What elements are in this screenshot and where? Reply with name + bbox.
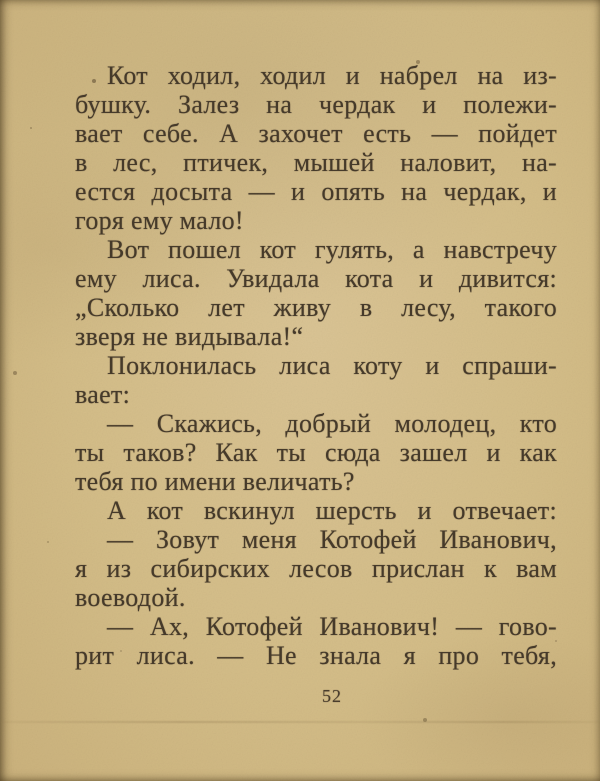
text-line: воеводой. (75, 583, 186, 612)
text-line: бушку. Залез на чердак и полежи- (75, 90, 557, 119)
text-line: — Зовут меня Котофей Иванович, (107, 525, 557, 554)
text-line: Вот пошел кот гулять, а навстречу (107, 235, 557, 264)
text-line: горя ему мало! (75, 206, 244, 235)
text-line: „Сколько лет живу в лесу, такого (75, 293, 557, 322)
text-block (75, 61, 557, 670)
text-line: вает: (75, 380, 131, 409)
text-line: А кот вскинул шерсть и отвечает: (107, 496, 557, 525)
text-line: рит лиса. — Не знала я про тебя, (75, 641, 557, 670)
text-line: — Скажись, добрый молодец, кто (107, 409, 557, 438)
text-line: естся досыта — и опять на чердак, и (75, 177, 557, 206)
text-line: тебя по имени величать? (75, 467, 355, 496)
text-line: ему лиса. Увидала кота и дивится: (75, 264, 557, 293)
text-line: ты таков? Как ты сюда зашел и как (75, 438, 557, 467)
text-line: вает себе. А захочет есть — пойдет (75, 119, 557, 148)
text-line: Поклонилась лиса коту и спраши- (107, 351, 557, 380)
paper-specks (0, 0, 2, 2)
text-line: — Ах, Котофей Иванович! — гово- (107, 612, 557, 641)
text-line: в лес, птичек, мышей наловит, на- (75, 148, 557, 177)
text-line: я из сибирских лесов прислан к вам (75, 554, 557, 583)
paper-crease (0, 721, 600, 723)
page-number: 52 (322, 686, 342, 706)
text-line: Кот ходил, ходил и набрел на из- (107, 61, 557, 90)
text-line: зверя не видывала!“ (75, 322, 304, 351)
